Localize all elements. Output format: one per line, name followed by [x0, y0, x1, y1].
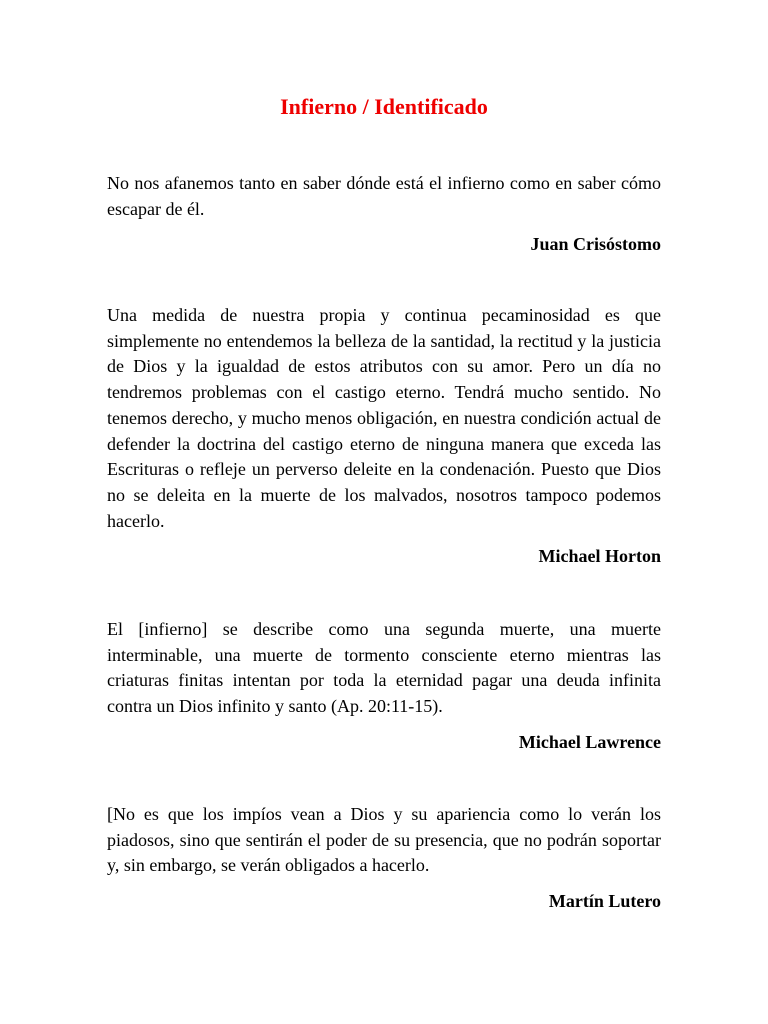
- quote-block: [107, 303, 661, 569]
- quote-author: Michael Lawrence: [518, 731, 661, 752]
- quote-author: Juan Crisóstomo: [530, 234, 661, 255]
- quote-text: [No es que los impíos vean a Dios y su apariencia como lo verán los piadosos, sino que sentirán el poder de su presencia, que no podrán soportar y, sin embargo, se verán obligados a hacerlo.: [107, 804, 661, 876]
- quote-block: [107, 171, 661, 257]
- quote-author: Martín Lutero: [548, 891, 661, 912]
- quote-text: No nos afanemos tanto en saber dónde está el infierno como en saber cómo escapar de él.: [107, 173, 661, 219]
- quote-block: [107, 617, 661, 755]
- quote-author: Michael Horton: [538, 546, 661, 567]
- quote-text: El [infierno] se describe como una segunda muerte, una muerte interminable, una muerte de tormento consciente eterno mientras las criaturas finitas intentan por toda la eternidad pagar una deuda infinita contra un Dios infinito y santo (Ap. 20:11-15).: [107, 619, 661, 717]
- quote-block: [107, 802, 661, 914]
- page-title: Infierno / Identificado: [280, 94, 488, 119]
- quote-text: Una medida de nuestra propia y continua pecaminosidad es que simplemente no entendemos la belleza de la santidad, la rectitud y la justicia de Dios y la igualdad de estos atributos con su amor. Pero un día no tendremos problemas con el castigo eterno. Tendrá mucho sentido. No tenemos derecho, y mucho menos obligación, en nuestra condición actual de defender la doctrina del castigo eterno de ninguna manera que exceda las Escrituras o refleje un perverso deleite en la condenación. Puesto que Dios no se deleita en la muerte de los malvados, nosotros tampoco podemos hacerlo.: [107, 305, 661, 531]
